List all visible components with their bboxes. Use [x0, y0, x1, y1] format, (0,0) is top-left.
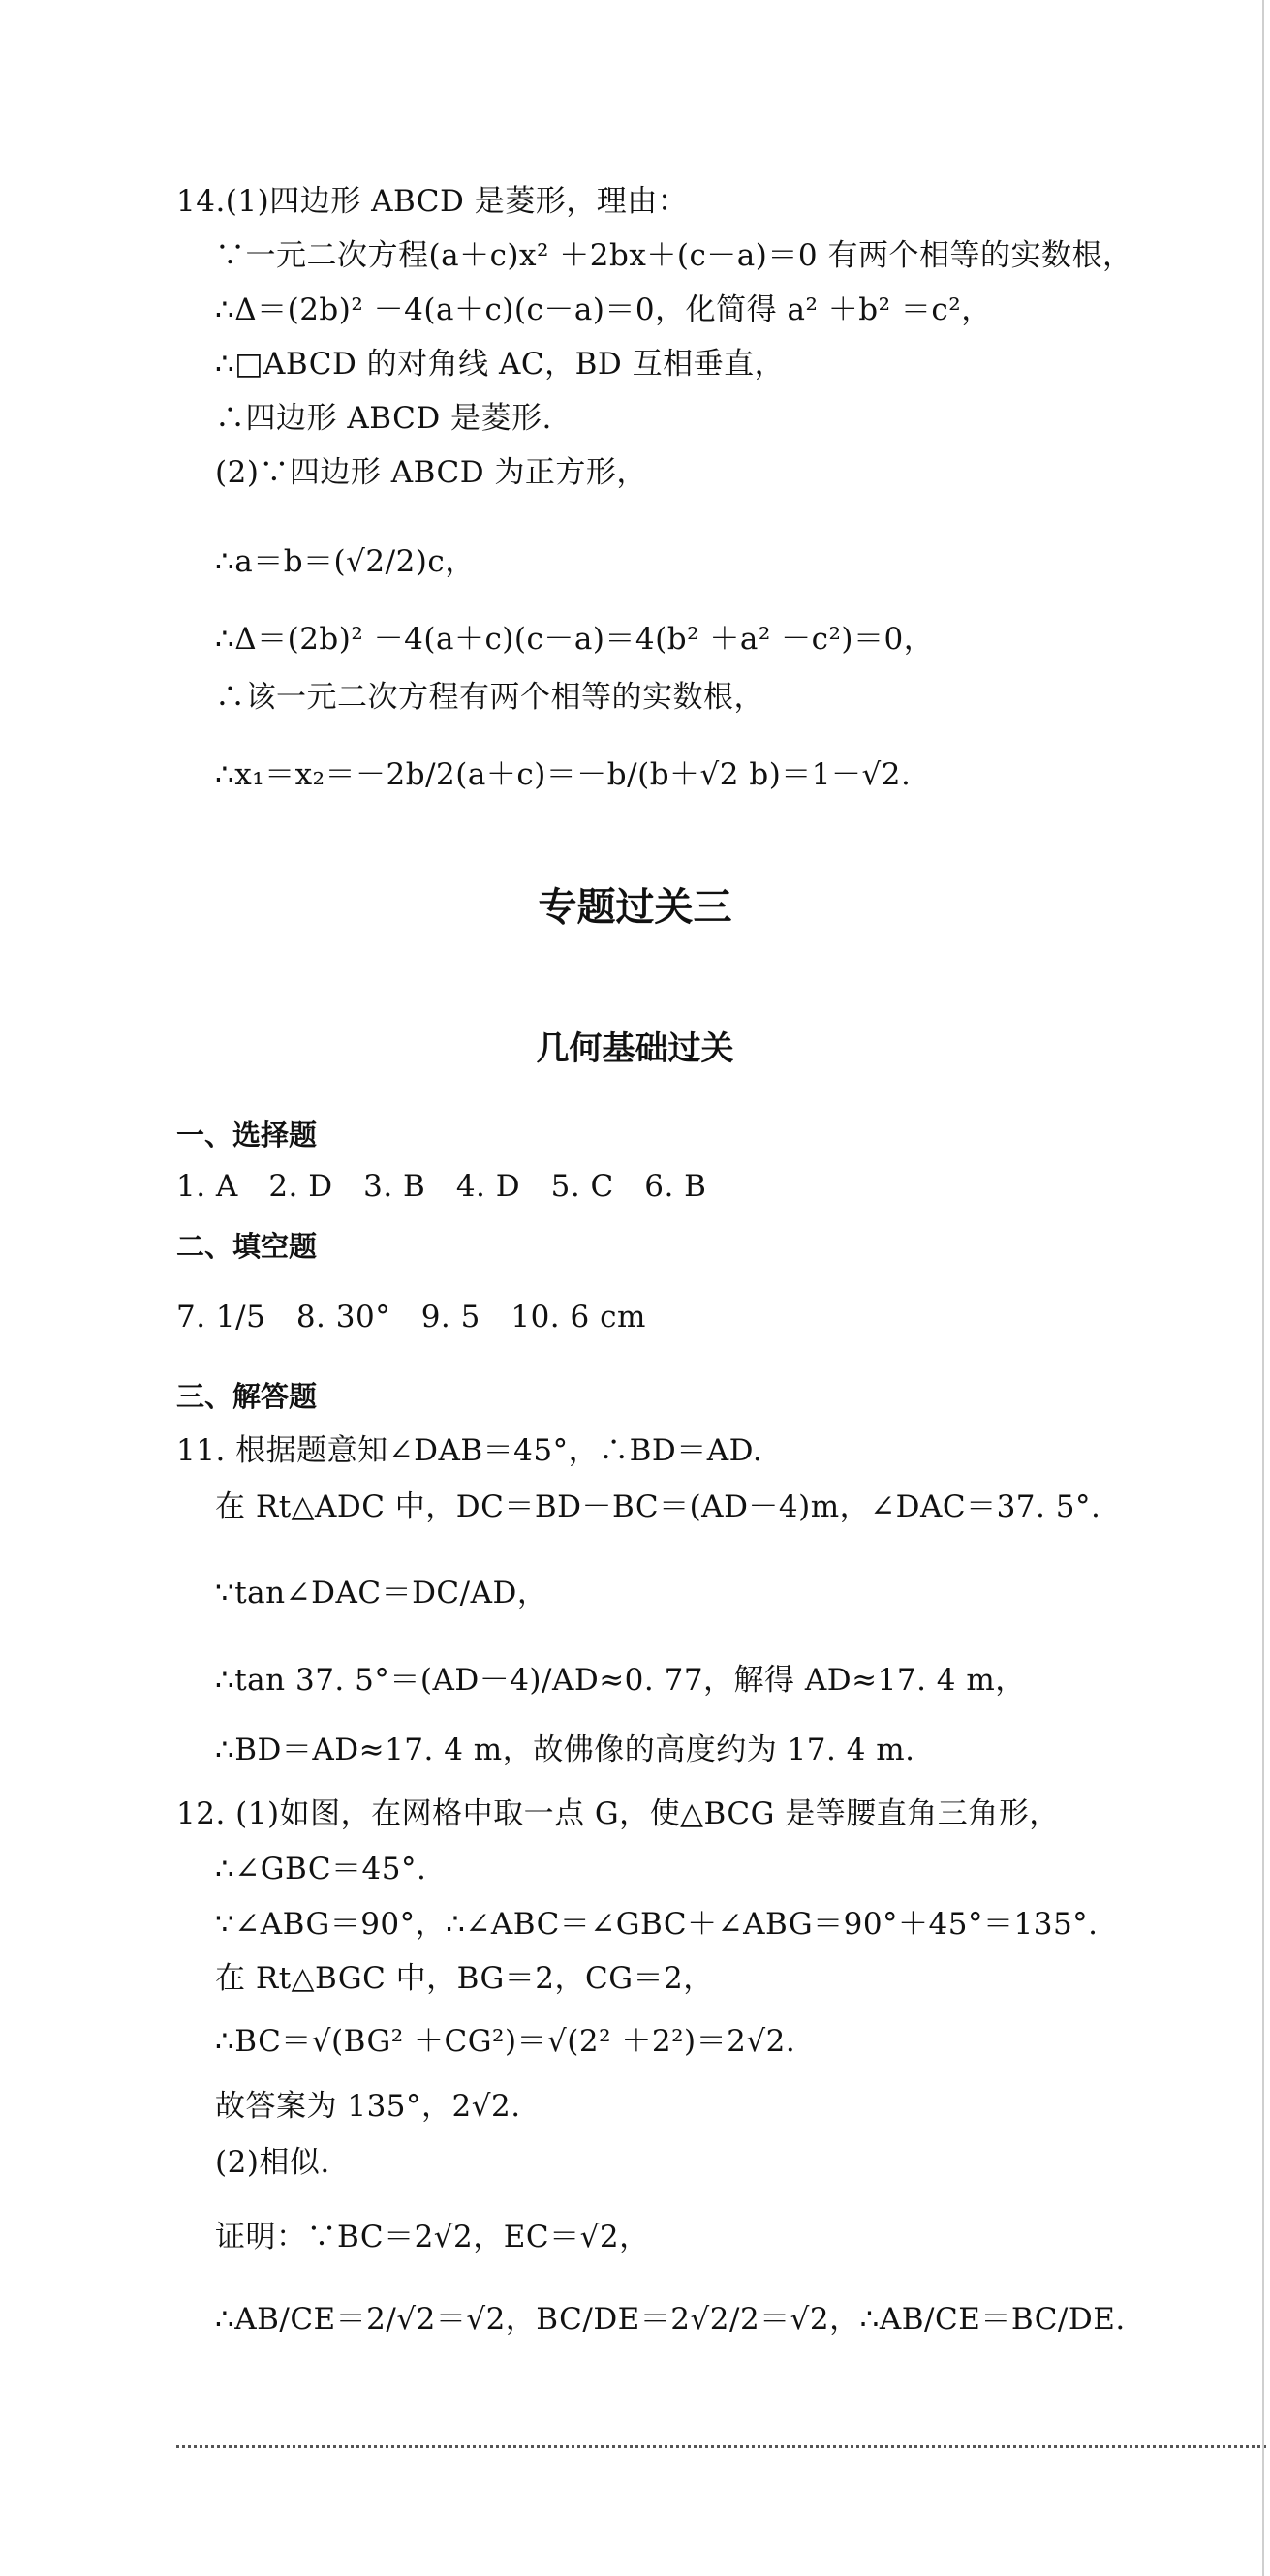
p12-line-4: 在 Rt△BGC 中，BG＝2，CG＝2， — [215, 1961, 714, 1996]
bottom-dotted-divider — [176, 2445, 1266, 2448]
section-fill: 二、填空题 — [176, 1230, 318, 1263]
right-page-edge — [1262, 0, 1264, 2576]
p11-line-2: 在 Rt△ADC 中，DC＝BD－BC＝(AD－4)m，∠DAC＝37. 5°. — [215, 1489, 1101, 1524]
p14-line-6: (2)∵四边形 ABCD 为正方形， — [215, 455, 647, 490]
p14-line-10: ∴x₁＝x₂＝－2b/2(a＋c)＝－b/(b＋√2 b)＝1－√2. — [215, 757, 912, 792]
p12-line-7: (2)相似. — [215, 2145, 330, 2180]
p14-line-4: ∴□ABCD 的对角线 AC，BD 互相垂直， — [215, 347, 786, 382]
p14-line-3: ∴Δ＝(2b)² －4(a＋c)(c－a)＝0，化简得 a² ＋b² ＝c²， — [215, 292, 992, 327]
p12-line-3: ∵∠ABG＝90°，∴∠ABC＝∠GBC＋∠ABG＝90°＋45°＝135°. — [215, 1907, 1099, 1942]
p12-line-2: ∴∠GBC＝45°. — [215, 1852, 427, 1886]
p11-line-3: ∵tan∠DAC＝DC/AD， — [215, 1576, 548, 1610]
p14-line-2: ∵一元二次方程(a＋c)x² ＋2bx＋(c－a)＝0 有两个相等的实数根， — [215, 238, 1133, 273]
p11-line-1: 11. 根据题意知∠DAB＝45°，∴BD＝AD. — [176, 1433, 763, 1468]
p14-line-8: ∴Δ＝(2b)² －4(a＋c)(c－a)＝4(b² ＋a² －c²)＝0， — [215, 622, 935, 657]
p12-line-8: 证明：∵BC＝2√2，EC＝√2， — [215, 2220, 650, 2254]
p14-line-5: ∴四边形 ABCD 是菱形. — [215, 401, 552, 436]
p12-line-1: 12. (1)如图，在网格中取一点 G，使△BCG 是等腰直角三角形， — [176, 1796, 1060, 1831]
main-title: 专题过关三 — [538, 885, 732, 930]
p12-line-9: ∴AB/CE＝2/√2＝√2，BC/DE＝2√2/2＝√2，∴AB/CE＝BC/DE. — [215, 2302, 1126, 2337]
p11-line-5: ∴BD＝AD≈17. 4 m，故佛像的高度约为 17. 4 m. — [215, 1733, 915, 1767]
p14-line-7: ∴a＝b＝(√2/2)c， — [215, 544, 476, 579]
section-solve: 三、解答题 — [176, 1380, 318, 1413]
choice-answers: 1. A 2. D 3. B 4. D 5. C 6. B — [176, 1169, 707, 1204]
p14-line-9: ∴该一元二次方程有两个相等的实数根， — [215, 680, 764, 715]
p14-line-1: 14.(1)四边形 ABCD 是菱形，理由： — [176, 184, 689, 219]
p12-line-5: ∴BC＝√(BG² ＋CG²)＝√(2² ＋2²)＝2√2. — [215, 2024, 796, 2059]
fill-answers: 7. 1/5 8. 30° 9. 5 10. 6 cm — [176, 1300, 646, 1334]
p11-line-4: ∴tan 37. 5°＝(AD－4)/AD≈0. 77，解得 AD≈17. 4 m， — [215, 1663, 1026, 1698]
section-choice: 一、选择题 — [176, 1119, 318, 1151]
p12-line-6: 故答案为 135°，2√2. — [215, 2089, 521, 2124]
sub-title: 几何基础过关 — [536, 1029, 734, 1068]
